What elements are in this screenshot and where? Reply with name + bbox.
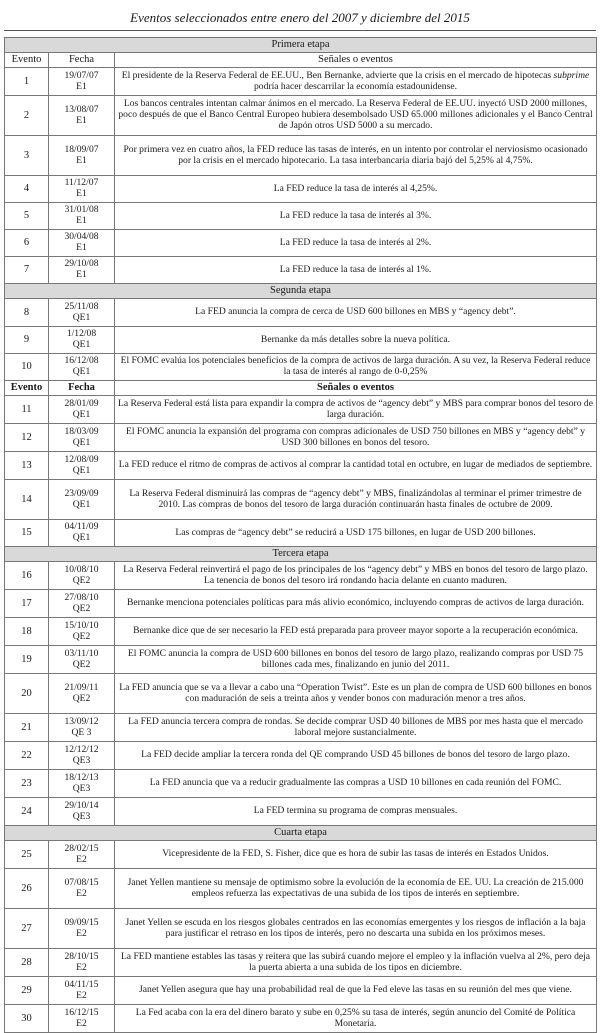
event-date: 13/08/07 <box>64 103 99 115</box>
event-date-cell <box>49 646 115 674</box>
event-number: 5 <box>5 203 49 230</box>
event-phase: QE 3 <box>71 726 92 738</box>
event-date-cell <box>49 562 115 590</box>
event-phase: E1 <box>76 188 87 199</box>
stage-row <box>5 547 597 562</box>
event-row <box>5 618 597 646</box>
event-phase: E1 <box>76 154 87 166</box>
event-date-cell <box>49 327 115 354</box>
event-date-cell <box>49 203 115 230</box>
event-phase: E1 <box>76 269 87 280</box>
event-date: 21/09/11 <box>64 681 99 693</box>
event-description: Janet Yellen mantiene su mensaje de optimismo sobre la evolución de la economía de EE. UU. La creación de 215.000 empleos refuerza las expectativas de una subida de los tipos de interés en septiembre. <box>115 869 597 909</box>
event-number: 19 <box>5 646 49 674</box>
event-description: Bernanke dice que de ser necesario la FED está preparada para proveer mayor soporte a la recuperación económica. <box>115 618 597 646</box>
event-number: 4 <box>5 176 49 203</box>
event-date: 27/08/10 <box>64 591 99 603</box>
event-number: 15 <box>5 520 49 547</box>
event-phase: QE1 <box>72 464 91 476</box>
event-row <box>5 1005 597 1033</box>
event-description: La FED decide ampliar la tercera ronda del QE comprando USD 45 billones de bonos del tesoro de largo plazo. <box>115 742 597 770</box>
event-phase: E2 <box>76 887 87 899</box>
event-phase: E2 <box>76 853 87 865</box>
event-description: Janet Yellen se escuda en los riesgos globales centrados en las economías emergentes y los riesgos de inflación a la baja para justificar el retraso en los tipos de interés, pero no descarta una subida en los próximos meses. <box>115 909 597 949</box>
event-phase: E2 <box>76 989 87 1001</box>
event-row <box>5 646 597 674</box>
event-date: 03/11/10 <box>64 647 99 659</box>
event-number: 8 <box>5 299 49 327</box>
event-row <box>5 798 597 826</box>
event-date-cell <box>49 299 115 327</box>
event-number: 18 <box>5 618 49 646</box>
event-date: 16/12/15 <box>64 1006 99 1018</box>
event-date-cell <box>49 798 115 826</box>
event-number: 29 <box>5 977 49 1005</box>
event-date: 29/10/08 <box>64 258 99 270</box>
event-phase: QE3 <box>72 782 91 794</box>
events-table-body <box>5 38 597 1033</box>
event-row <box>5 909 597 949</box>
event-row <box>5 841 597 869</box>
event-row <box>5 869 597 909</box>
event-description: La FED anuncia que va a reducir gradualmente las compras a USD 10 billones en cada reunión del FOMC. <box>115 770 597 798</box>
event-number: 22 <box>5 742 49 770</box>
event-number: 10 <box>5 354 49 381</box>
event-date: 12/12/12 <box>64 743 99 755</box>
event-date-cell <box>49 841 115 869</box>
event-description: Por primera vez en cuatro años, la FED reduce las tasas de interés, en un intento por controlar el nerviosismo ocasionado por la crisis en el mercado hipotecario. La tasa interbancaria diaria bajó del 5,25% al 4,75%. <box>115 136 597 176</box>
stage-label: Tercera etapa <box>5 547 597 562</box>
event-phase: E1 <box>76 242 87 253</box>
event-description: La FED mantiene estables las tasas y reitera que las subirá cuando mejore el empleo y la inflación vuelva al 2%, pero deja la puerta abierta a una subida de los tipos en diciembre. <box>115 949 597 977</box>
event-phase: QE1 <box>72 408 91 420</box>
event-row <box>5 257 597 284</box>
event-date-cell <box>49 674 115 714</box>
event-row <box>5 562 597 590</box>
event-number: 25 <box>5 841 49 869</box>
event-row <box>5 424 597 452</box>
event-description: La Reserva Federal está lista para expandir la compra de activos de “agency debt” y MBS para comprar bonos del tesoro de larga duración. <box>115 396 597 424</box>
header-row <box>5 381 597 396</box>
event-date: 10/08/10 <box>64 563 99 575</box>
col-header-fecha: Fecha <box>49 53 115 68</box>
event-description: La FED termina su programa de compras mensuales. <box>115 798 597 826</box>
event-date-cell <box>49 590 115 618</box>
event-number: 6 <box>5 230 49 257</box>
event-row <box>5 203 597 230</box>
stage-label: Segunda etapa <box>5 284 597 299</box>
event-description: Los bancos centrales intentan calmar ánimos en el mercado. La Reserva Federal de EE.UU. inyectó USD 2000 millones, poco después de que el Banco Central Europeo hubiera desembolsado USD 65.000 millones adicionales y el Banco Central de Japón otros USD 5000 a su mercado. <box>115 96 597 136</box>
col-header-senales: Señales o eventos <box>115 53 597 68</box>
event-row <box>5 230 597 257</box>
event-row <box>5 327 597 354</box>
event-date-cell <box>49 452 115 480</box>
event-date-cell <box>49 354 115 381</box>
event-phase: QE3 <box>72 754 91 766</box>
event-date: 1/12/08 <box>66 328 97 340</box>
event-date-cell <box>49 770 115 798</box>
event-date-cell <box>49 520 115 547</box>
event-row <box>5 480 597 520</box>
event-date: 04/11/09 <box>64 521 99 533</box>
event-description-part: El presidente de la Reserva Federal de EE.UU., Ben Bernanke, advierte que la crisis en el mercado de hipotecas <box>121 69 554 81</box>
event-date-cell <box>49 176 115 203</box>
event-description: La FED anuncia tercera compra de rondas. Se decide comprar USD 40 billones de MBS por mes hasta que el mercado laboral mejore sustancialmente. <box>115 714 597 742</box>
event-description: La FED anuncia la compra de cerca de USD 600 billones en MBS y “agency debt”. <box>115 299 597 327</box>
event-description: Bernanke da más detalles sobre la nueva política. <box>115 327 597 354</box>
event-row <box>5 714 597 742</box>
event-row <box>5 742 597 770</box>
event-date: 31/01/08 <box>64 204 99 216</box>
event-date: 25/11/08 <box>64 300 99 312</box>
event-phase: QE3 <box>72 810 91 822</box>
event-date-cell <box>49 949 115 977</box>
event-description: La FED reduce la tasa de interés al 4,25%. <box>115 176 597 203</box>
event-number: 21 <box>5 714 49 742</box>
event-phase: QE2 <box>72 574 91 586</box>
event-number: 26 <box>5 869 49 909</box>
event-number: 16 <box>5 562 49 590</box>
col-header-evento: Evento <box>5 53 49 68</box>
event-description: La FED reduce la tasa de interés al 2%. <box>115 230 597 257</box>
event-date-cell <box>49 714 115 742</box>
event-date: 11/12/07 <box>64 177 99 189</box>
event-number: 17 <box>5 590 49 618</box>
event-description: La Reserva Federal reinvertirá el pago de los principales de los “agency debt” y MBS en bonos del tesoro de largo plazo. La tenencia de bonos del tesoro irá rondando hacia delante en cuanto maduren. <box>115 562 597 590</box>
event-number: 1 <box>5 68 49 96</box>
event-row <box>5 176 597 203</box>
event-date: 07/08/15 <box>64 876 99 888</box>
event-number: 12 <box>5 424 49 452</box>
event-date-cell <box>49 257 115 284</box>
event-date: 23/09/09 <box>64 487 99 499</box>
event-date-cell <box>49 869 115 909</box>
event-phase: QE1 <box>72 311 91 323</box>
event-row <box>5 68 597 96</box>
event-row <box>5 770 597 798</box>
event-date: 13/09/12 <box>64 715 99 727</box>
event-date: 30/04/08 <box>64 231 99 243</box>
header-row <box>5 53 597 68</box>
event-description: La Fed acaba con la era del dinero barato y sube en 0,25% su tasa de interés, según anuncio del Comité de Política Monetaria. <box>115 1005 597 1033</box>
page-title: Eventos seleccionados entre enero del 2007 y diciembre del 2015 <box>130 10 470 25</box>
event-row <box>5 520 597 547</box>
event-row <box>5 674 597 714</box>
event-phase: E1 <box>76 215 87 226</box>
event-date: 18/09/07 <box>64 143 99 155</box>
col-header-evento: Evento <box>5 381 49 396</box>
event-date: 18/03/09 <box>64 425 99 437</box>
stage-row <box>5 826 597 841</box>
event-description: La Reserva Federal disminuirá las compras de “agency debt” y MBS, finalizándolas al terminar el primer trimestre de 2010. Las compras de bonos del tesoro de larga duración continuarán hasta finales de octubre de 2009. <box>115 480 597 520</box>
event-phase: QE1 <box>72 436 91 448</box>
event-number: 11 <box>5 396 49 424</box>
event-description <box>115 68 597 96</box>
events-table <box>4 37 597 1033</box>
event-date-cell <box>49 96 115 136</box>
event-date: 18/12/13 <box>64 771 99 783</box>
event-date-cell <box>49 136 115 176</box>
event-date-cell <box>49 230 115 257</box>
event-row <box>5 299 597 327</box>
event-phase: QE1 <box>72 498 91 510</box>
event-description: Janet Yellen asegura que hay una probabilidad real de que la Fed eleve las tasas en su reunión del mes que viene. <box>115 977 597 1005</box>
event-description: Las compras de “agency debt” se reducirá a USD 175 billones, en lugar de USD 200 billones. <box>115 520 597 547</box>
event-number: 9 <box>5 327 49 354</box>
event-date: 28/10/15 <box>64 950 99 962</box>
event-date: 29/10/14 <box>64 799 99 811</box>
event-description: El FOMC evalúa los potenciales beneficios de la compra de activos de larga duración. A su vez, la Reserva Federal reduce la tasa de interés al rango de 0-0,25% <box>115 354 597 381</box>
event-phase: QE2 <box>72 602 91 614</box>
event-description: Bernanke menciona potenciales políticas para más alivio económico, incluyendo compras de activos de larga duración. <box>115 590 597 618</box>
event-row <box>5 977 597 1005</box>
event-number: 28 <box>5 949 49 977</box>
event-description: La FED anuncia que se va a llevar a cabo una “Operation Twist”. Este es un plan de compra de USD 600 billones en bonos con maduración de seis a treinta años y vender bonos con maduración menor a tres años. <box>115 674 597 714</box>
event-phase: E2 <box>76 1017 87 1029</box>
event-row <box>5 354 597 381</box>
event-date-cell <box>49 480 115 520</box>
event-number: 14 <box>5 480 49 520</box>
event-date: 15/10/10 <box>64 619 99 631</box>
event-date: 19/07/07 <box>64 69 99 81</box>
stage-row <box>5 38 597 53</box>
event-date: 28/01/09 <box>64 397 99 409</box>
event-phase: QE1 <box>72 339 91 350</box>
event-phase: E2 <box>76 927 87 939</box>
event-date-cell <box>49 618 115 646</box>
event-phase: QE2 <box>72 630 91 642</box>
event-description: El FOMC anuncia la expansión del programa con compras adicionales de USD 750 billones en MBS y “agency debt” y USD 300 billones en bonos del tesoro. <box>115 424 597 452</box>
event-number: 30 <box>5 1005 49 1033</box>
event-date-cell <box>49 68 115 96</box>
event-number: 13 <box>5 452 49 480</box>
event-description: La FED reduce la tasa de interés al 1%. <box>115 257 597 284</box>
col-header-senales: Señales o eventos <box>115 381 597 396</box>
event-description: La FED reduce la tasa de interés al 3%. <box>115 203 597 230</box>
event-date: 28/02/15 <box>64 842 99 854</box>
event-date-cell <box>49 909 115 949</box>
event-date-cell <box>49 977 115 1005</box>
event-date-cell <box>49 742 115 770</box>
event-phase: QE1 <box>72 532 91 543</box>
event-date: 09/09/15 <box>64 916 99 928</box>
event-date: 04/11/15 <box>64 978 99 990</box>
event-number: 3 <box>5 136 49 176</box>
event-description-part: podría hacer descarrilar la economía estadounidense. <box>254 80 457 92</box>
event-phase: E2 <box>76 961 87 973</box>
event-number: 24 <box>5 798 49 826</box>
event-number: 2 <box>5 96 49 136</box>
event-phase: QE1 <box>72 366 91 377</box>
event-number: 27 <box>5 909 49 949</box>
event-description: El FOMC anuncia la compra de USD 600 billones en bonos del tesoro de largo plazo, realizando compras por USD 75 billones cada mes, finalizando en junio del 2011. <box>115 646 597 674</box>
event-date-cell <box>49 1005 115 1033</box>
event-phase: QE2 <box>72 658 91 670</box>
event-date-cell <box>49 396 115 424</box>
event-number: 23 <box>5 770 49 798</box>
event-row <box>5 452 597 480</box>
event-description: La FED reduce el ritmo de compras de activos al comprar la cantidad total en octubre, en lugar de mediados de septiembre. <box>115 452 597 480</box>
event-phase: QE2 <box>72 692 91 704</box>
event-description-emphasis: subprime <box>553 69 590 81</box>
event-number: 20 <box>5 674 49 714</box>
event-row <box>5 949 597 977</box>
event-phase: E1 <box>76 114 87 126</box>
event-number: 7 <box>5 257 49 284</box>
event-row <box>5 136 597 176</box>
event-row <box>5 396 597 424</box>
event-date: 16/12/08 <box>64 355 99 367</box>
stage-row <box>5 284 597 299</box>
title-rule <box>4 30 596 31</box>
stage-label: Primera etapa <box>5 38 597 53</box>
event-description: Vicepresidente de la FED, S. Fisher, dice que es hora de subir las tasas de interés en Estados Unidos. <box>115 841 597 869</box>
event-date: 12/08/09 <box>64 453 99 465</box>
event-date-cell <box>49 424 115 452</box>
event-row <box>5 590 597 618</box>
event-row <box>5 96 597 136</box>
event-phase: E1 <box>76 80 87 92</box>
stage-label: Cuarta etapa <box>5 826 597 841</box>
col-header-fecha: Fecha <box>49 381 115 396</box>
